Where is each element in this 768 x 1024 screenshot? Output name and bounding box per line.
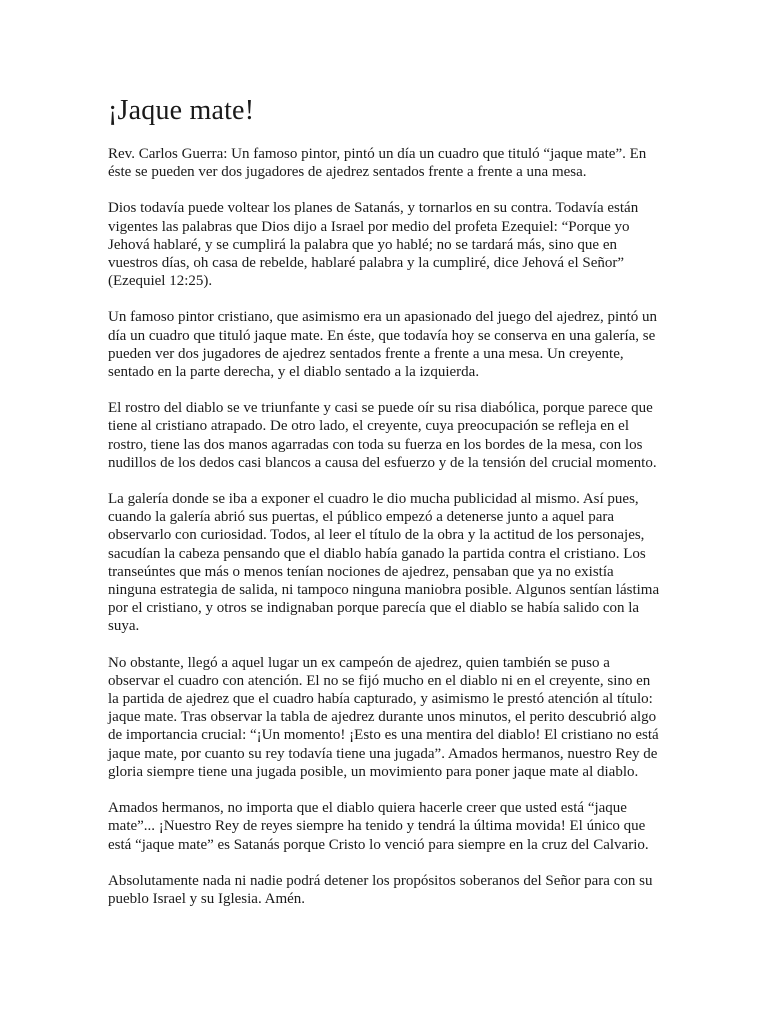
paragraph-devil-face: El rostro del diablo se ve triunfante y casi se puede oír su risa diabólica, porque parece que tiene al cristiano atrapado. De otro lado, el creyente, cuya preocupación se refleja en el rostro, tiene las dos manos agarradas con toda su fuerza en los bordes de la mesa, con los nudillos de los dedos casi blancos a causa del esfuerzo y de la tensión del crucial momento. xyxy=(108,400,657,471)
paragraph-champion: No obstante, llegó a aquel lugar un ex campeón de ajedrez, quien también se puso a observar el cuadro con atención. El no se fijó mucho en el diablo ni en el creyente, sino en la partida de ajedrez que el cuadro había capturado, y asimismo le prestó atención al título: jaque mate. Tras observar la tabla de ajedrez durante unos minutos, el perito descubrió algo de importancia crucial: “¡Un momento! ¡Esto es una mentira del diablo! El cristiano no está jaque mate, por cuanto su rey todavía tiene una jugada”. Amados hermanos, nuestro Rey de gloria siempre tiene una jugada posible, un movimiento para poner jaque mate al diablo. xyxy=(108,654,659,780)
paragraph-amen: Absolutamente nada ni nadie podrá detener los propósitos soberanos del Señor para con su pueblo Israel y su Iglesia. Amén. xyxy=(108,872,653,907)
paragraph-gallery: La galería donde se iba a exponer el cuadro le dio mucha publicidad al mismo. Así pues, cuando la galería abrió sus puertas, el público empezó a detenerse junto a aquel para observarlo con curiosidad. Todos, al leer el título de la obra y la actitud de los personajes, sacudían la cabeza pensando que el diablo había ganado la partida contra el cristiano. Los transeúntes que más o menos tenían nociones de ajedrez, pensaban que ya no existía ninguna estrategia de salida, ni tampoco ninguna maniobra posible. Algunos sentían lástima por el cristiano, y otros se indignaban porque parecía que el diablo se había salido con la suya. xyxy=(108,491,660,635)
document-body xyxy=(108,94,664,926)
paragraph-king: Amados hermanos, no importa que el diablo quiera hacerle creer que usted está “jaque mate”... ¡Nuestro Rey de reyes siempre ha tenido y tendrá la última movida! El único que está “jaque mate” es Satanás porque Cristo lo venció para siempre en la cruz del Calvario. xyxy=(108,800,649,853)
paragraph-painter: Un famoso pintor cristiano, que asimismo era un apasionado del juego del ajedrez, pintó un día un cuadro que tituló jaque mate. En éste, que todavía hoy se conserva en una galería, se pueden ver dos jugadores de ajedrez sentados frente a frente a una mesa. Un creyente, sentado en la parte derecha, y el diablo sentado a la izquierda. xyxy=(108,309,658,381)
document-title: ¡Jaque mate! xyxy=(108,95,255,126)
paragraph-ezequiel: Dios todavía puede voltear los planes de Satanás, y tornarlos en su contra. Todavía están vigentes las palabras que Dios dijo a Israel por medio del profeta Ezequiel: “Porque yo Jehová hablaré, y se cumplirá la palabra que yo hablé; no se tardará más, sino que en vuestros días, oh casa de rebelde, hablaré palabra y la cumpliré, dice Jehová el Señor” (Ezequiel 12:25). xyxy=(108,200,639,290)
paragraph-intro: Rev. Carlos Guerra: Un famoso pintor, pintó un día un cuadro que tituló “jaque mate”. En éste se pueden ver dos jugadores de ajedrez sentados frente a frente a una mesa. xyxy=(108,146,647,181)
